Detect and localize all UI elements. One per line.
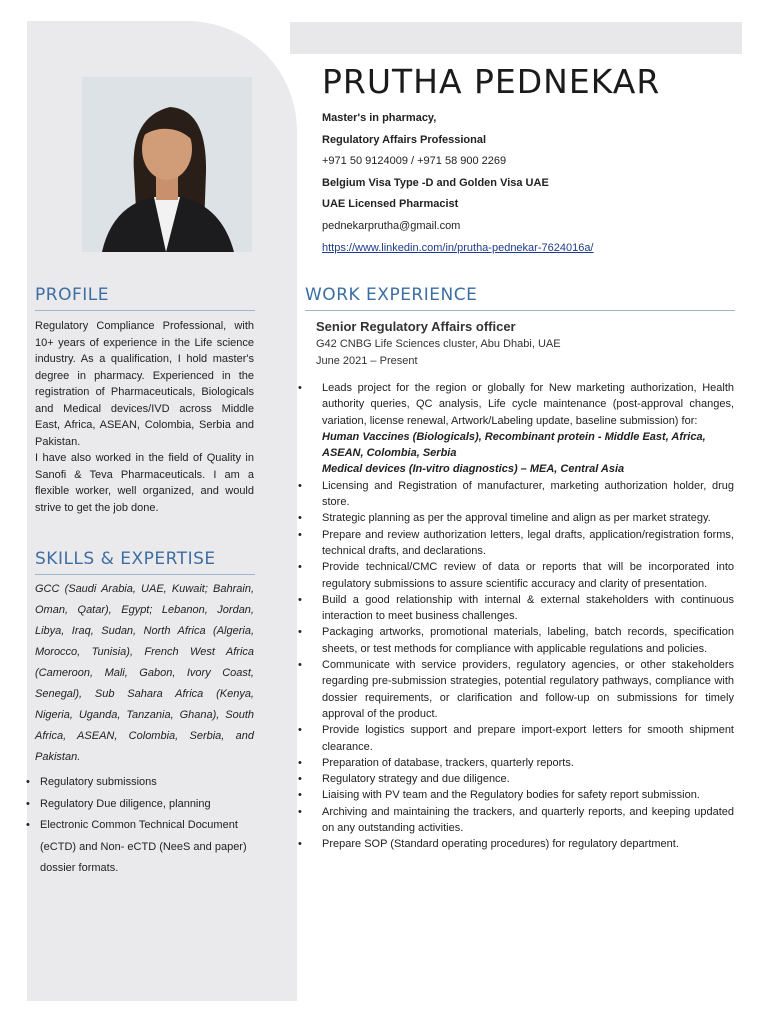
profile-divider: [35, 310, 255, 311]
degree-text: Master's in pharmacy,: [322, 112, 437, 124]
duty-item: • Provide logistics support and prepare import-export letters for smooth shipment clearance.: [296, 722, 734, 755]
duty-item: • Communicate with service providers, regulatory agencies, or other stakeholders regarding pre-submission strategies, potential regulatory pathways, compliance with dossier requirements, or clarification and follow-up on submissions for timely approval of the product.: [296, 657, 734, 722]
profile-paragraph-1: Regulatory Compliance Professional, with 10+ years of experience in the Life science industry. As a qualification, I hold master's degree in pharmacy. Experienced in the registration of Pharmaceuticals, Biologicals and Medical devices/IVD across Middle East, Africa, ASEAN, Colombia, Serbia and Pakistan.: [35, 320, 254, 448]
duty-item: [296, 380, 734, 478]
duty-item: • Prepare and review authorization letters, legal drafts, application/registration forms, technical drafts, and declarations.: [296, 527, 734, 560]
profile-text: [35, 318, 254, 516]
license-text: UAE Licensed Pharmacist: [322, 198, 459, 211]
job-date: June 2021 – Present: [316, 355, 418, 367]
skill-item: • Regulatory Due diligence, planning: [26, 794, 256, 816]
header-band: [290, 22, 742, 54]
duty-item: • Provide technical/CMC review of data or reports that will be incorporated into regulatory submissions to assure scientific accuracy and clarity of presentation.: [296, 559, 734, 592]
duty-text: Leads project for the region or globally for New marketing authorization, Health authority queries, QC analysis, Life cycle maintenance (post-approval changes, variation, license renewal, Artwork/Labeling update, baseline submission) for:: [322, 382, 734, 427]
profile-photo: [82, 77, 252, 252]
skills-list: [26, 772, 256, 880]
duty-item: • Archiving and maintaining the trackers, and quarterly reports, and keeping updated on any outstanding activities.: [296, 804, 734, 837]
duty-item: • Build a good relationship with internal & external stakeholders with continuous interaction to meet business challenges.: [296, 592, 734, 625]
job-title: Senior Regulatory Affairs officer: [316, 319, 516, 334]
duty-item: • Packaging artworks, promotional materials, labeling, batch records, specification sheets, or test methods for compliance with applicable regulations and policies.: [296, 624, 734, 657]
work-heading: WORK EXPERIENCE: [305, 285, 478, 305]
duties-list: [296, 380, 734, 853]
skills-regions-text: GCC (Saudi Arabia, UAE, Kuwait; Bahrain, Oman, Qatar), Egypt; Lebanon, Jordan, Libya, Iraq, Sudan, North Africa (Algeria, Morocco, Tunisia), French West Africa (Cameroon, Mali, Gabon, Ivory Coast, Senegal), Sub Sahara Africa (Kenya, Nigeria, Uganda, Tanzania, Ghana), South Africa, ASEAN, Colombia, Serbia, and Pakistan.: [35, 583, 254, 763]
duty-highlight-devices: Medical devices (In-vitro diagnostics) – MEA, Central Asia: [322, 463, 625, 476]
skills-heading: SKILLS & EXPERTISE: [35, 549, 216, 569]
duty-item: • Licensing and Registration of manufacturer, marketing authorization holder, drug store.: [296, 478, 734, 511]
candidate-name: PRUTHA PEDNEKAR: [322, 62, 661, 101]
visa-text: Belgium Visa Type -D and Golden Visa UAE: [322, 176, 549, 189]
duty-item: • Preparation of database, trackers, quarterly reports.: [296, 755, 734, 771]
profile-paragraph-2: I have also worked in the field of Quality in Sanofi & Teva Pharmaceuticals. I am a flexible worker, well organized, and would strive to get the job done.: [35, 452, 254, 514]
duty-item: • Regulatory strategy and due diligence.: [296, 771, 734, 787]
phone-text: +971 50 9124009 / +971 58 900 2269: [322, 155, 507, 168]
skills-divider: [35, 574, 255, 575]
work-divider: [305, 310, 735, 311]
email-text: pednekarprutha@gmail.com: [322, 219, 461, 232]
role-text: Regulatory Affairs Professional: [322, 133, 487, 146]
job-organization: G42 CNBG Life Sciences cluster, Abu Dhabi, UAE: [316, 338, 561, 350]
duty-item: • Strategic planning as per the approval timeline and align as per market strategy.: [296, 510, 734, 526]
skill-item: • Regulatory submissions: [26, 772, 256, 794]
duty-item: • Liaising with PV team and the Regulatory bodies for safety report submission.: [296, 787, 734, 803]
duty-item: • Prepare SOP (Standard operating procedures) for regulatory department.: [296, 836, 734, 852]
skill-item: • Electronic Common Technical Document (eCTD) and Non- eCTD (NeeS and paper) dossier formats.: [26, 815, 256, 880]
duty-highlight-vaccines: Human Vaccines (Biologicals), Recombinant protein - Middle East, Africa, ASEAN, Colombia, Serbia: [322, 430, 706, 460]
contact-block: [322, 108, 742, 259]
profile-heading: PROFILE: [35, 285, 109, 305]
linkedin-link[interactable]: https://www.linkedin.com/in/prutha-pednekar-7624016a/: [322, 241, 594, 254]
